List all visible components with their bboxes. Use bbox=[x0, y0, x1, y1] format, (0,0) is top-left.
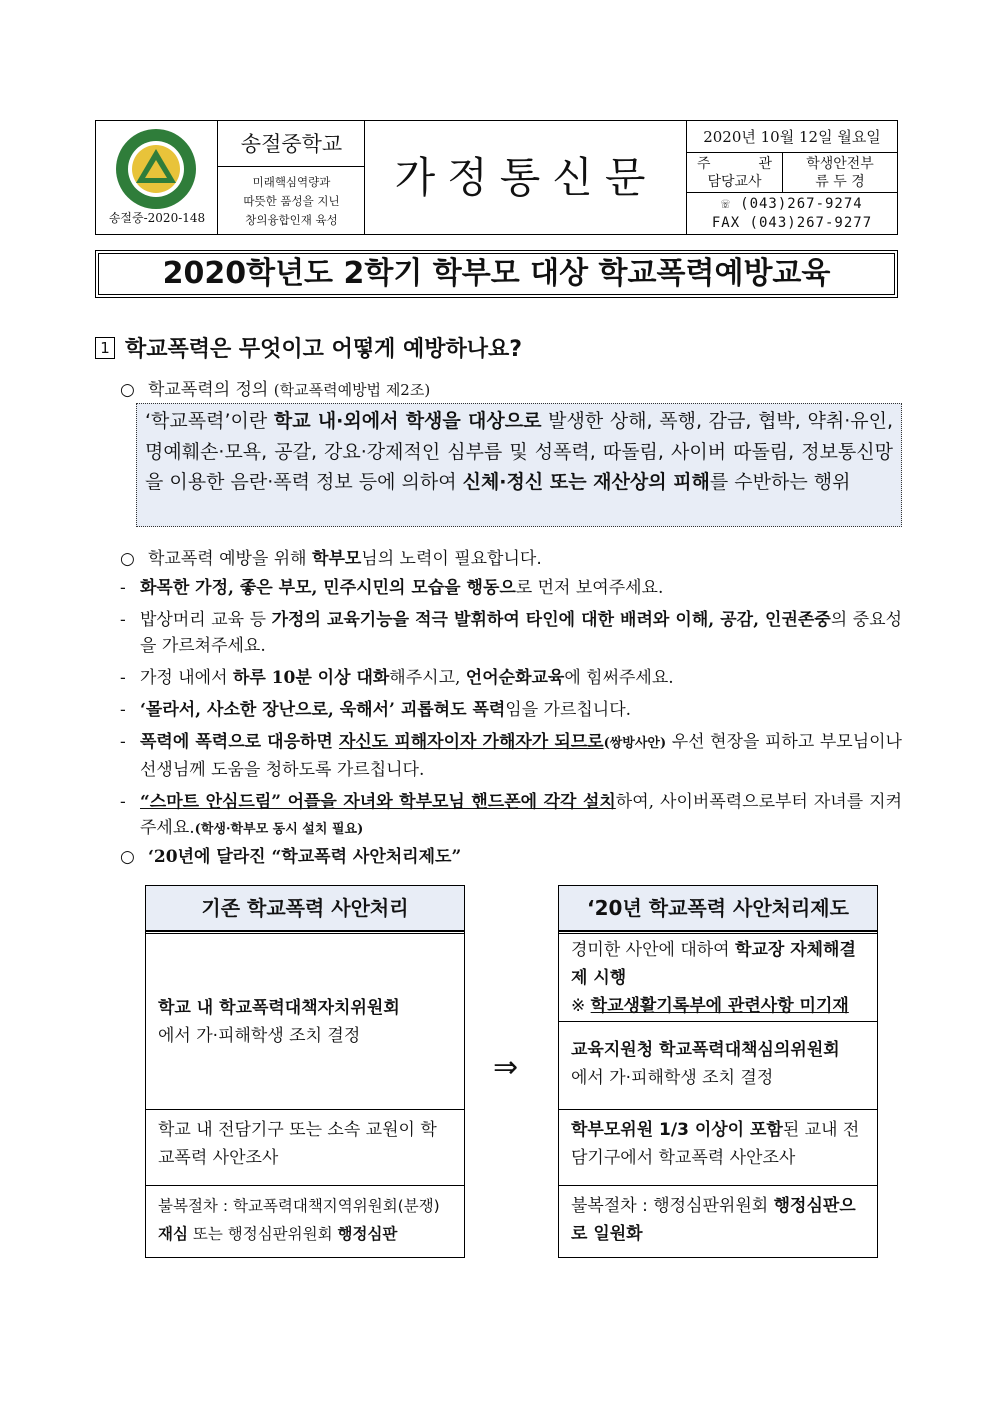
table-row: 교육지원청 학교폭력대책심의위원회 에서 가·피해학생 조치 결정 bbox=[559, 1021, 877, 1109]
title-cell bbox=[365, 121, 687, 234]
arrow-icon: ⇒ bbox=[493, 1050, 519, 1085]
fax-number: FAX (043)267-9277 bbox=[711, 215, 873, 231]
list-item: - 밥상머리 교육 등 가정의 교육기능을 적극 발휘하여 타인에 대한 배려와 이해, 공감, 인권존중의 중요성을 가르쳐주세요. bbox=[120, 610, 902, 656]
school-cell bbox=[218, 121, 365, 234]
new-table-head: ‘20년 학교폭력 사안처리제도 bbox=[559, 886, 877, 931]
main-title: 2020학년도 2학기 학부모 대상 학교폭력예방교육 bbox=[98, 253, 895, 295]
owner-label-b: 관 bbox=[758, 156, 772, 172]
change-bullet-text: ‘20년에 달라진 “학교폭력 사안처리제도” bbox=[148, 847, 462, 867]
change-bullet: ○ ‘20년에 달라진 “학교폭력 사안처리제도” bbox=[120, 847, 462, 867]
owner-label-a: 주 bbox=[697, 156, 711, 172]
newsletter-title: 가정통신문 bbox=[394, 153, 658, 202]
list-item: - 가정 내에서 하루 10분 이상 대화해주시고, 언어순화교육에 힘써주세요. bbox=[120, 668, 674, 688]
section-heading bbox=[95, 332, 522, 363]
section-number: 1 bbox=[95, 337, 115, 359]
definition-bullet: ○ 학교폭력의 정의 (학교폭력예방법 제2조) bbox=[120, 380, 431, 400]
table-row: 경미한 사안에 대하여 학교장 자체해결제 시행 ※ 학교생활기록부에 관련사항 미기재 bbox=[559, 931, 877, 1021]
school-motto bbox=[218, 173, 365, 230]
table-row: 학교 내 전담기구 또는 소속 교원이 학교폭력 사안조사 bbox=[146, 1109, 464, 1185]
definition-box: ‘학교폭력’이란 학교 내·외에서 학생을 대상으로 발생한 상해, 폭행, 감금, 협박, 약취·유인, 명예훼손·모욕, 공갈, 강요·강제적인 심부름 및 성폭력, 따돌림, 사이버 따돌림, 정보통신망을 이용한 음란·폭력 정보 등에 의하여 신체·정신 또는 재산상의 피해를 수반하는 행위 bbox=[136, 403, 902, 527]
motto-line-1: 미래핵심역량과 bbox=[252, 175, 331, 189]
list-item: - 화목한 가정, 좋은 부모, 민주시민의 모습을 행동으로 먼저 보여주세요. bbox=[120, 578, 664, 598]
school-name: 송절중학교 bbox=[218, 121, 365, 167]
main-title-box bbox=[95, 250, 898, 298]
school-logo bbox=[114, 127, 198, 211]
info-cell bbox=[687, 121, 897, 234]
old-table-head: 기존 학교폭력 사안처리 bbox=[146, 886, 464, 931]
teacher-name: 류 두 경 bbox=[815, 174, 865, 190]
list-item: - ‘몰라서, 사소한 장난으로, 욱해서’ 괴롭혀도 폭력임을 가르칩니다. bbox=[120, 700, 632, 720]
definition-source: (학교폭력예방법 제2조) bbox=[273, 381, 431, 399]
table-row: 불복절차 : 학교폭력대책지역위원회(분쟁) 재심 또는 행정심판위원회 행정심판 bbox=[146, 1185, 464, 1257]
header-table bbox=[95, 120, 898, 235]
owner-labels bbox=[687, 153, 783, 193]
parent-tips-list bbox=[120, 575, 902, 849]
logo-cell bbox=[96, 121, 218, 234]
phone-number: ☏ (043)267-9274 bbox=[721, 196, 863, 212]
list-item: - “스마트 안심드림” 어플을 자녀와 학부모님 핸드폰에 각각 설치하여, 사이버폭력으로부터 자녀를 지켜주세요.(학생·학부모 동시 설치 필요) bbox=[120, 792, 902, 838]
section-title: 학교폭력은 무엇이고 어떻게 예방하나요? bbox=[125, 337, 523, 362]
old-process-table bbox=[145, 885, 465, 1258]
table-row: 학부모위원 1/3 이상이 포함된 교내 전담기구에서 학교폭력 사안조사 bbox=[559, 1109, 877, 1185]
issue-date: 2020년 10월 12일 월요일 bbox=[687, 121, 897, 153]
table-row: 학교 내 학교폭력대책자치위원회 에서 가·피해학생 조치 결정 bbox=[146, 931, 464, 1109]
department: 학생안전부 bbox=[806, 156, 874, 172]
list-item: - 폭력에 폭력으로 대응하면 자신도 피해자이자 가해자가 되므로(쌍방사안) 우선 현장을 피하고 부모님이나 선생님께 도움을 청하도록 가르칩니다. bbox=[120, 732, 902, 780]
motto-line-2: 따뜻한 품성을 지닌 bbox=[243, 194, 340, 208]
effort-bullet: ○ 학교폭력 예방을 위해 학부모님의 노력이 필요합니다. bbox=[120, 549, 542, 569]
motto-line-3: 창의융합인재 육성 bbox=[245, 213, 338, 227]
document-number: 송절중-2020-148 bbox=[108, 211, 206, 225]
table-row: 불복절차 : 행정심판위원회 행정심판으로 일원화 bbox=[559, 1185, 877, 1257]
owner-values bbox=[783, 153, 897, 193]
contact-info bbox=[687, 195, 897, 233]
definition-label: 학교폭력의 정의 bbox=[148, 380, 269, 400]
teacher-label: 담당교사 bbox=[707, 174, 762, 190]
new-process-table bbox=[558, 885, 878, 1258]
